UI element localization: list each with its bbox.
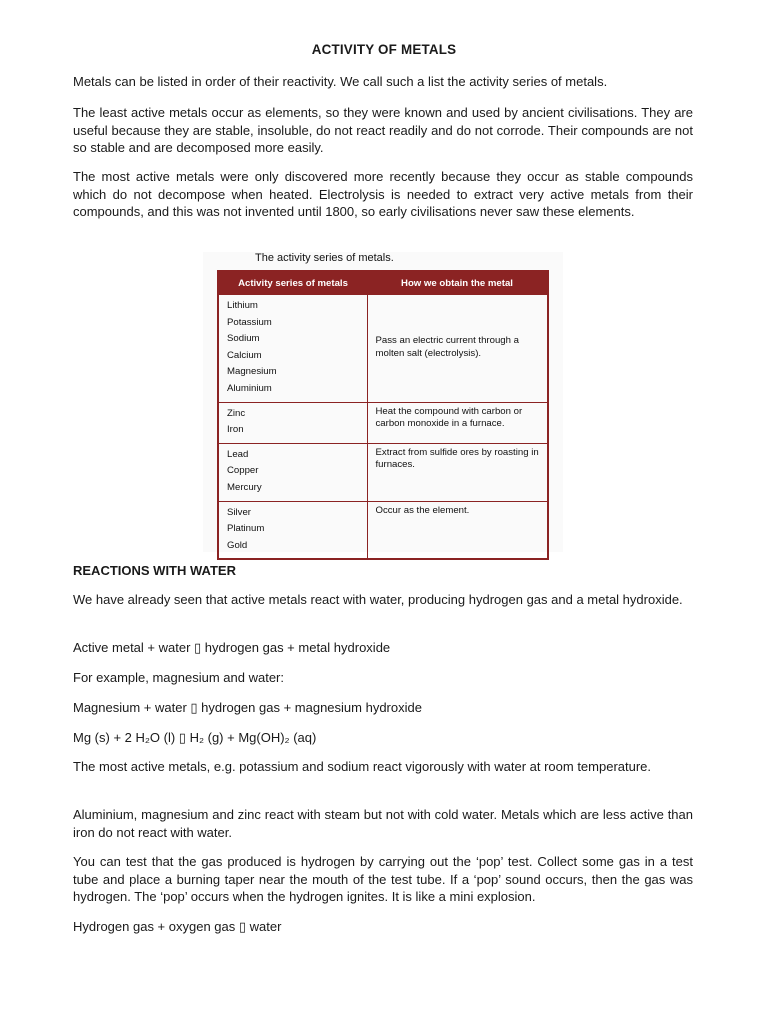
equation-word-magnesium: Magnesium + water ▯ hydrogen gas + magnesium hydroxide	[73, 700, 422, 715]
metal-name: Calcium	[227, 349, 262, 361]
method-cell: Occur as the element.	[367, 501, 548, 559]
metal-name: Mercury	[227, 481, 262, 493]
section-paragraph: We have already seen that active metals react with water, producing hydrogen gas and a metal hydroxide.	[73, 592, 683, 607]
table-row	[218, 402, 548, 443]
table-row	[218, 295, 548, 403]
metals-cell	[218, 443, 367, 501]
metal-name: Copper	[227, 465, 259, 477]
intro-paragraph-3: The most active metals were only discovered more recently because they occur as stable compounds which do not decompose when heated. Electrolysis is needed to extract very active metals from their compounds, and this was not invented until 1800, so early civilisations never saw these elements.	[73, 169, 693, 219]
column-header-metals: Activity series of metals	[218, 271, 367, 295]
metal-name: Potassium	[227, 316, 272, 328]
method-cell: Pass an electric current through a molten salt (electrolysis).	[367, 295, 548, 403]
activity-series-table	[217, 270, 549, 560]
intro-paragraph-2: The least active metals occur as elements, so they were known and used by ancient civilisations. They are useful because they are stable, insoluble, do not react readily and do not corrode. Their compounds are not so stable and are decomposed more easily.	[73, 105, 693, 155]
table-row	[218, 501, 548, 559]
metals-cell	[218, 501, 367, 559]
metal-name: Platinum	[227, 523, 265, 535]
equation-word-hydrogen: Hydrogen gas + oxygen gas ▯ water	[73, 919, 282, 934]
page-title: ACTIVITY OF METALS	[311, 42, 457, 57]
metal-name: Lithium	[227, 300, 258, 311]
metal-name: Silver	[227, 506, 251, 518]
metal-name: Aluminium	[227, 382, 272, 394]
section-paragraph: Aluminium, magnesium and zinc react with steam but not with cold water. Metals which are less active than iron do not react with water.	[73, 807, 693, 840]
table-header-row	[218, 271, 548, 295]
method-cell: Extract from sulfide ores by roasting in furnaces.	[367, 443, 548, 501]
section-paragraph: The most active metals, e.g. potassium and sodium react vigorously with water at room temperature.	[73, 759, 652, 774]
metals-cell	[218, 402, 367, 443]
table-row	[218, 443, 548, 501]
metals-cell	[218, 295, 367, 403]
equation-word-general: Active metal + water ▯ hydrogen gas + metal hydroxide	[73, 640, 391, 655]
method-cell: Heat the compound with carbon or carbon monoxide in a furnace.	[367, 402, 548, 443]
figure-caption: The activity series of metals.	[255, 252, 394, 264]
section-heading: REACTIONS WITH WATER	[73, 563, 236, 578]
activity-series-figure	[203, 252, 563, 552]
metal-name: Sodium	[227, 333, 260, 345]
equation-symbol-magnesium: Mg (s) + 2 H₂O (l) ▯ H₂ (g) + Mg(OH)₂ (aq)	[73, 730, 317, 745]
metal-name: Gold	[227, 539, 248, 551]
section-paragraph: You can test that the gas produced is hydrogen by carrying out the ‘pop’ test. Collect some gas in a test tube and place a burning taper near the mouth of the test tube. If a ‘pop’ sound occurs, then the gas was hydrogen. The ‘pop’ occurs when the hydrogen ignites. It is like a mini explosion.	[73, 854, 693, 904]
metal-name: Magnesium	[227, 366, 277, 378]
intro-paragraph-1: Metals can be listed in order of their reactivity. We call such a list the activity series of metals.	[73, 74, 608, 89]
column-header-method: How we obtain the metal	[367, 271, 548, 295]
metal-name: Lead	[227, 448, 249, 460]
metal-name: Iron	[227, 424, 244, 436]
section-paragraph: For example, magnesium and water:	[73, 670, 284, 685]
metal-name: Zinc	[227, 407, 246, 419]
